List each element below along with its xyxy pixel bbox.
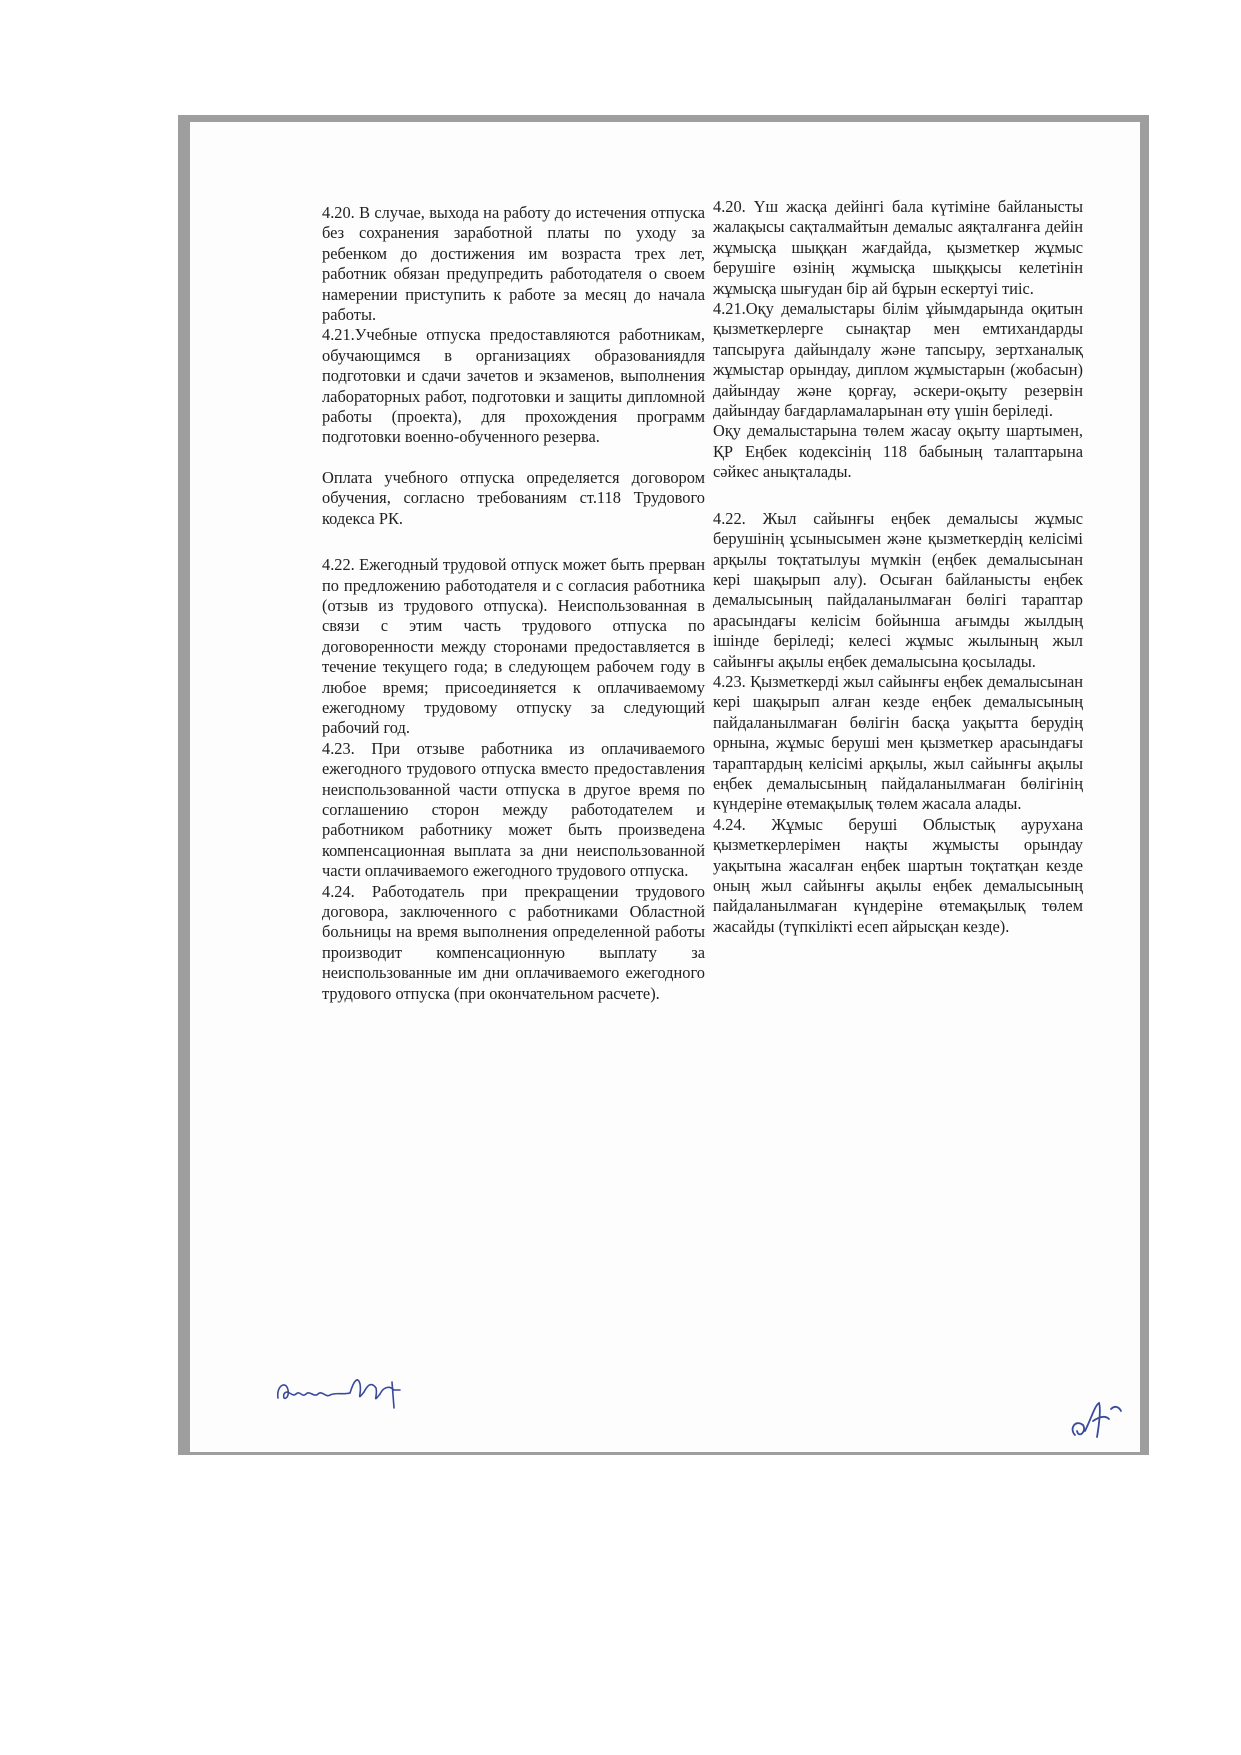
ru-clause-4-22: 4.22. Ежегодный трудовой отпуск может быть прерван по предложению работодателя и с согласия работника (отзыв из трудового отпуска). Неиспользованная в связи с этим часть трудового отпуска по договоренности между сторонами предоставляется в течение текущего года; в следующем рабочем году в любое время; присоединяется к оплачиваемому ежегодному трудовому отпуску за следующий рабочий год.: [322, 555, 705, 738]
ru-clause-4-21: 4.21.Учебные отпуска предоставляются работникам, обучающимся в организациях образованиядля подготовки и сдачи зачетов и экзаменов, выполнения лабораторных работ, подготовки и защиты дипломной работы (проекта), для прохождения программ подготовки военно-обученного резерва.: [322, 325, 705, 447]
signature-left-icon: [272, 1368, 412, 1410]
ru-clause-4-20: 4.20. В случае, выхода на работу до истечения отпуска без сохранения заработной платы по уходу за ребенком до достижения им возраста трех лет, работник обязан предупредить работодателя о своем намерении приступить к работе за месяц до начала работы.: [322, 203, 705, 325]
kz-clause-4-22: 4.22. Жыл сайынғы еңбек демалысы жұмыс берушінің ұсынысымен және қызметкердің келісімі арқылы тоқтатылуы мүмкін (еңбек демалысынан кері шақырып алу). Осыған байланысты еңбек демалысының пайдаланылмаған бөлігі тараптар арасындағы келісім бойынша ағымды жылдың ішінде беріледі; келесі жұмыс жылының жыл сайынғы ақылы еңбек демалысына қосылады.: [713, 508, 1083, 671]
kazakh-column: [713, 197, 1083, 937]
kz-clause-4-21-payment: Оқу демалыстарына төлем жасау оқыту шартымен, ҚР Еңбек кодексінің 118 бабының талаптарына сәйкес анықталады.: [713, 421, 1083, 482]
kz-clause-4-21: 4.21.Оқу демалыстары білім ұйымдарында оқитын қызметкерлерге сынақтар мен емтихандарды тапсыруға дайындалу және тапсыру, зертханалық жұмыстар орындау, диплом жұмыстарын (жобасын) дайындау және қорғау, әскери-оқыту резервін дайындау бағдарламаларынан өту үшін беріледі.: [713, 299, 1083, 421]
russian-column: [322, 203, 705, 1004]
ru-clause-4-24: 4.24. Работодатель при прекращении трудового договора, заключенного с работниками Областной больницы на время выполнения определенной работы производит компенсационную выплату за неиспользованные им дни оплачиваемого ежегодного трудового отпуска (при окончательном расчете).: [322, 881, 705, 1003]
signature-left: [272, 1368, 412, 1410]
signature-right-icon: [1065, 1395, 1145, 1445]
spacer: [713, 483, 1083, 509]
kz-clause-4-24: 4.24. Жұмыс беруші Облыстық аурухана қызметкерлерімен нақты жұмысты орындау уақытына жасалған еңбек шартын тоқтатқан кезде оның жыл сайынғы ақылы еңбек демалысының пайдаланылмаған күндеріне өтемақылық төлем жасайды (түпкілікті есеп айрысқан кезде).: [713, 814, 1083, 936]
ru-clause-4-21-payment: Оплата учебного отпуска определяется договором обучения, согласно требованиям ст.118 Трудового кодекса РК.: [322, 467, 705, 528]
kz-clause-4-23: 4.23. Қызметкерді жыл сайынғы еңбек демалысынан кері шақырып алған кезде еңбек демалысының пайдаланылмаған бөлігін басқа уақытта берудің орнына, жұмыс беруші мен қызметкер арасындағы тараптардың келісімі арқылы, жыл сайынғы ақылы еңбек демалысының пайдаланылмаған бөлігінің күндеріне өтемақылық төлем жасала алады.: [713, 671, 1083, 814]
ru-clause-4-23: 4.23. При отзыве работника из оплачиваемого ежегодного трудового отпуска вместо предоставления неиспользованной части отпуска в другое время по соглашению сторон между работодателем и работником работнику может быть произведена компенсационная выплата за дни неиспользованной части оплачиваемого ежегодного трудового отпуска.: [322, 738, 705, 881]
kz-clause-4-20: 4.20. Үш жасқа дейінгі бала күтіміне байланысты жалақысы сақталмайтын демалыс аяқталғанға дейін жұмысқа шыққан жағдайда, қызметкер жұмыс берушіге өзінің жұмысқа шыққысы келетінін жұмысқа шығудан бір ай бұрын ескертуі тиіс.: [713, 197, 1083, 298]
spacer: [322, 448, 705, 468]
spacer: [322, 529, 705, 555]
signature-right: [1065, 1395, 1145, 1445]
